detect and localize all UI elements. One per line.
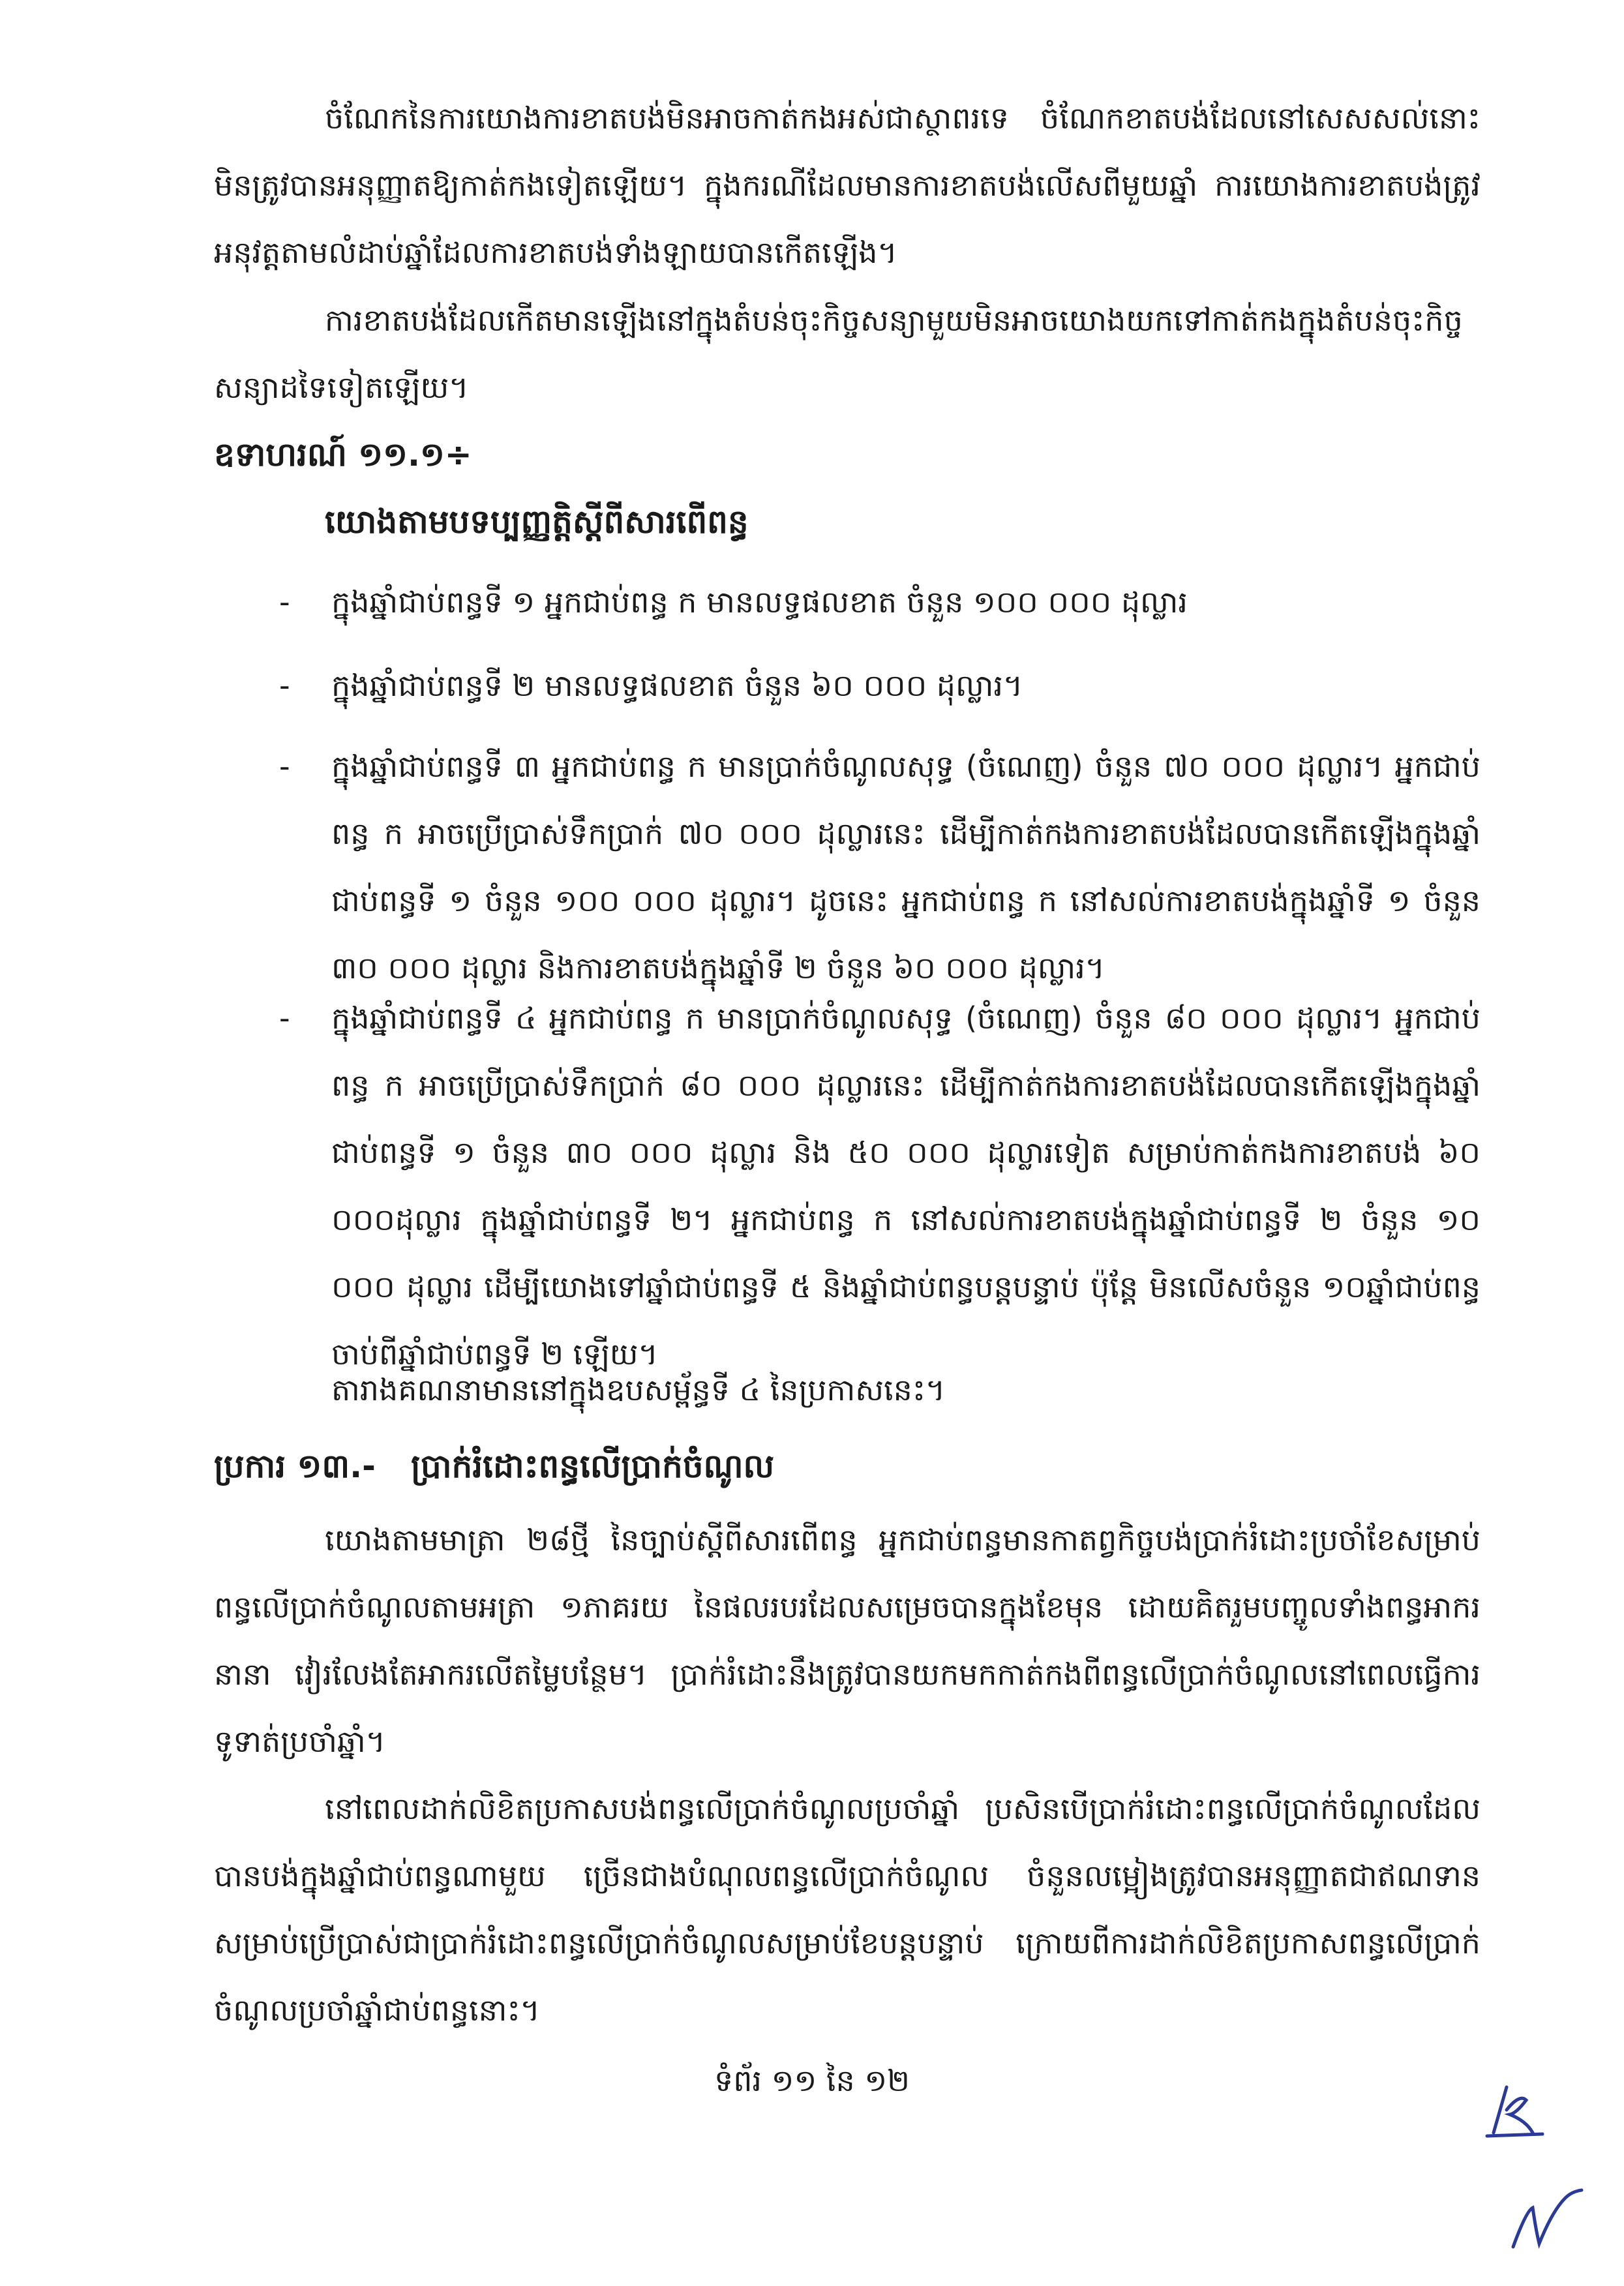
paragraph-prepayment: យោងតាមមាត្រា ២៨ថ្មី នៃច្បាប់ស្តីពីសារពើពន្ធ អ្នកជាប់ពន្ធមានកាតព្វកិច្ចបង់ប្រាក់រំដោះប្រចាំខែសម្រាប់ពន្ធលើប្រាក់ចំណូលតាមអត្រា ១ភាគរយ នៃផលរបរដែលសម្រេចបានក្នុងខែមុន ដោយគិតរួមបញ្ចូលទាំងពន្ធអាករនានា វៀរលែងតែអាករលើតម្លៃបន្ថែម។ ប្រាក់រំដោះនឹងត្រូវបានយកមកកាត់កងពីពន្ធលើប្រាក់ចំណូលនៅពេលធ្វើការទូទាត់ប្រចាំឆ្នាំ។ bbox=[214, 1522, 1481, 1759]
initial-mark-icon bbox=[1481, 2074, 1559, 2146]
paragraph-contract-area: ការខាតបង់ដែលកើតមានឡើងនៅក្នុងតំបន់ចុះកិច្ចសន្យាមួយមិនអាចយោងយកទៅកាត់កងក្នុងតំបន់ចុះកិច្ចសន្យាដទៃទៀតឡើយ។ bbox=[214, 303, 1463, 405]
bullet-marker: - bbox=[279, 1000, 290, 1036]
bullet-marker: - bbox=[279, 749, 290, 784]
example-bullet-year-1: ក្នុងឆ្នាំជាប់ពន្ធទី ១ អ្នកជាប់ពន្ធ ក មានលទ្ធផលខាត ចំនួន ១០០ ០០០ ដុល្លារ bbox=[331, 584, 1188, 620]
example-bullet-year-3: ក្នុងឆ្នាំជាប់ពន្ធទី ៣ អ្នកជាប់ពន្ធ ក មានប្រាក់ចំណូលសុទ្ធ (ចំណេញ) ចំនួន ៧០ ០០០ ដុល្លារ។ អ្នកជាប់ពន្ធ ក អាចប្រើប្រាស់ទឹកប្រាក់ ៧០ ០០០ ដុល្លារនេះ ដើម្បីកាត់កងការខាតបង់ដែលបានកើតឡើងក្នុងឆ្នាំជាប់ពន្ធទី ១ ចំនួន ១០០ ០០០ ដុល្លារ។ ដូចនេះ អ្នកជាប់ពន្ធ ក នៅសល់ការខាតបង់ក្នុងឆ្នាំទី ១ ចំនួន ៣០ ០០០ ដុល្លារ និងការខាតបង់ក្នុងឆ្នាំទី ២ ចំនួន ៦០ ០០០ ដុល្លារ។ bbox=[331, 749, 1481, 985]
section-title: ប្រាក់រំដោះពន្ធលើប្រាក់ចំណូល bbox=[411, 1447, 775, 1485]
example-title: ឧទាហរណ៍ ១១.១÷ bbox=[214, 436, 472, 474]
example-note: តារាងគណនាមាននៅក្នុងឧបសម្ព័ន្ធទី ៤ នៃប្រកាសនេះ។ bbox=[331, 1372, 946, 1407]
paragraph-loss-carryforward: ចំណែកនៃការយោងការខាតបង់មិនអាចកាត់កងអស់ជាស្ថាពរទេ ចំណែកខាតបង់ដែលនៅសេសសល់នោះ មិនត្រូវបានអនុញ្ញាតឱ្យកាត់កងទៀតឡើយ។ ក្នុងករណីដែលមានការខាតបង់លើសពីមួយឆ្នាំ ការយោងការខាតបង់ត្រូវអនុវត្តតាមលំដាប់ឆ្នាំដែលការខាតបង់ទាំងឡាយបានកើតឡើង។ bbox=[214, 100, 1481, 270]
signature-mark-icon bbox=[1507, 2185, 1591, 2257]
example-bullet-year-4: ក្នុងឆ្នាំជាប់ពន្ធទី ៤ អ្នកជាប់ពន្ធ ក មានប្រាក់ចំណូលសុទ្ធ (ចំណេញ) ចំនួន ៨០ ០០០ ដុល្លារ។ អ្នកជាប់ពន្ធ ក អាចប្រើប្រាស់ទឹកប្រាក់ ៨០ ០០០ ដុល្លារនេះ ដើម្បីកាត់កងការខាតបង់ដែលបានកើតឡើងក្នុងឆ្នាំជាប់ពន្ធទី ១ ចំនួន ៣០ ០០០ ដុល្លារ និង ៥០ ០០០ ដុល្លារទៀត សម្រាប់កាត់កងការខាតបង់ ៦០ ០០០ដុល្លារ ក្នុងឆ្នាំជាប់ពន្ធទី ២។ អ្នកជាប់ពន្ធ ក នៅសល់ការខាតបង់ក្នុងឆ្នាំជាប់ពន្ធទី ២ ចំនួន ១០ ០០០ ដុល្លារ ដើម្បីយោងទៅឆ្នាំជាប់ពន្ធទី ៥ និងឆ្នាំជាប់ពន្ធបន្តបន្ទាប់ ប៉ុន្តែ មិនលើសចំនួន ១០ឆ្នាំជាប់ពន្ធ ចាប់ពីឆ្នាំជាប់ពន្ធទី ២ ឡើយ។ bbox=[331, 1000, 1481, 1372]
page-number: ទំព័រ ១១ នៃ ១២ bbox=[714, 2063, 910, 2098]
example-bullet-year-2: ក្នុងឆ្នាំជាប់ពន្ធទី ២ មានលទ្ធផលខាត ចំនួន ៦០ ០០០ ដុល្លារ។ bbox=[331, 668, 1023, 703]
section-number: ប្រការ ១៣.- bbox=[214, 1447, 376, 1485]
bullet-marker: - bbox=[279, 668, 290, 703]
paragraph-excess-credit: នៅពេលដាក់លិខិតប្រកាសបង់ពន្ធលើប្រាក់ចំណូលប្រចាំឆ្នាំ ប្រសិនបើប្រាក់រំដោះពន្ធលើប្រាក់ចំណូលដែលបានបង់ក្នុងឆ្នាំជាប់ពន្ធណាមួយ ច្រើនជាងបំណុលពន្ធលើប្រាក់ចំណូល ចំនួនលម្អៀងត្រូវបានអនុញ្ញាតជាឥណទានសម្រាប់ប្រើប្រាស់ជាប្រាក់រំដោះពន្ធលើប្រាក់ចំណូលសម្រាប់ខែបន្តបន្ទាប់ ក្រោយពីការដាក់លិខិតប្រកាសពន្ធលើប្រាក់ចំណូលប្រចាំឆ្នាំជាប់ពន្ធនោះ។ bbox=[214, 1791, 1481, 2028]
bullet-marker: - bbox=[279, 584, 290, 620]
example-subtitle: យោងតាមបទប្បញ្ញត្តិស្តីពីសារពើពន្ធ bbox=[325, 503, 749, 541]
